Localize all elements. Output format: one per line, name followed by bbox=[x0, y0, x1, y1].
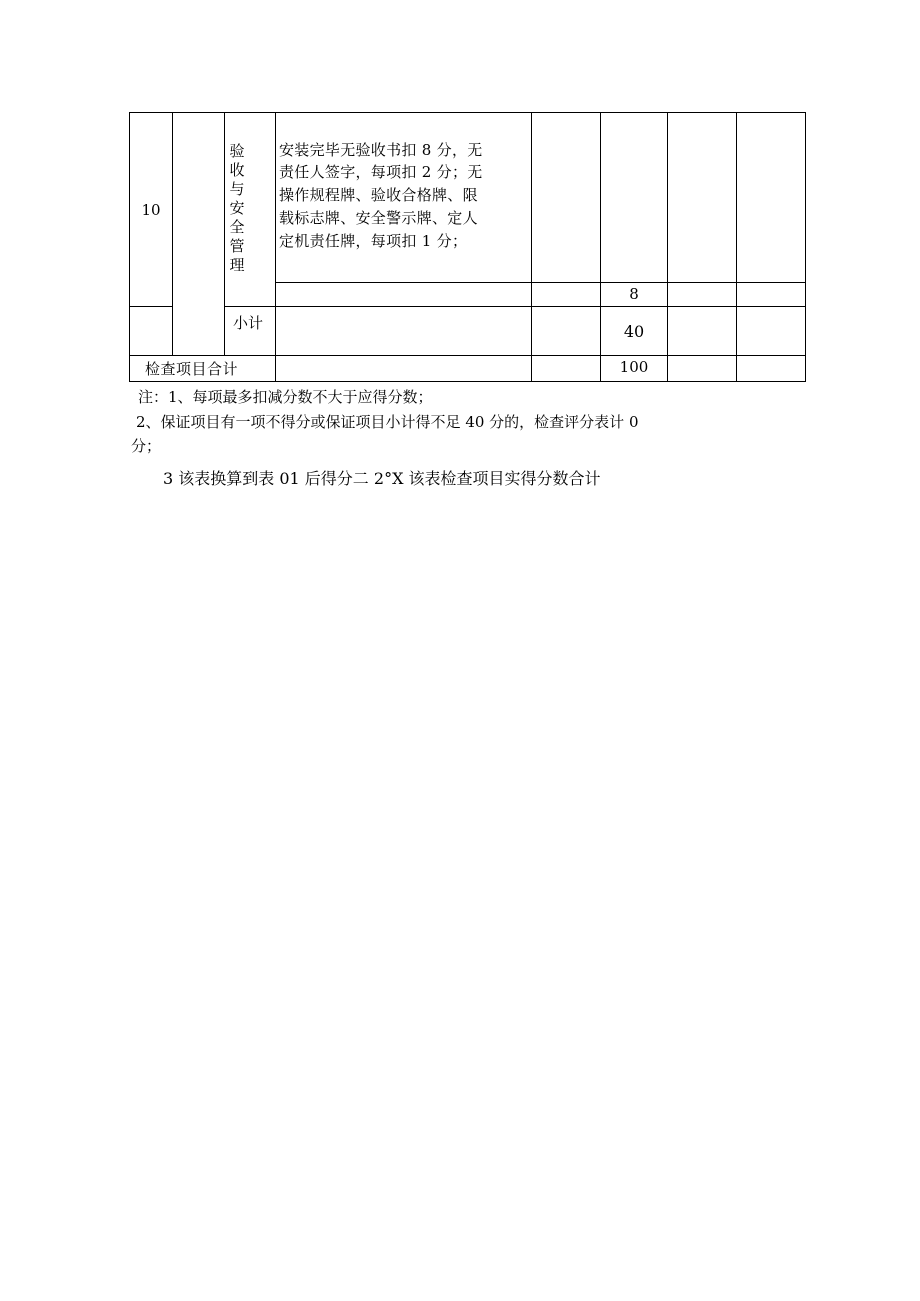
subtotal-score: 40 bbox=[623, 322, 645, 341]
note-line-3: 分； bbox=[131, 437, 162, 455]
deduction-line: 操作规程牌、验收合格牌、限 bbox=[279, 186, 478, 204]
deduction-line: 定机责任牌，每项扣 1 分； bbox=[279, 232, 468, 250]
note-line-4: 3 该表换算到表 01 后得分二 2°X 该表检查项目实得分数合计 bbox=[163, 469, 601, 488]
category-char: 全 bbox=[229, 218, 245, 236]
deduction-line: 安装完毕无验收书扣 8 分，无 bbox=[279, 141, 483, 159]
category-char: 与 bbox=[229, 180, 245, 198]
category-char: 安 bbox=[229, 199, 245, 217]
deduction-line: 责任人签字，每项扣 2 分；无 bbox=[279, 163, 483, 181]
deduction-line: 载标志牌、安全警示牌、定人 bbox=[279, 209, 478, 227]
subtotal-label: 小计 bbox=[233, 314, 264, 332]
category-char: 理 bbox=[229, 256, 245, 274]
total-score: 100 bbox=[619, 358, 649, 376]
item-number: 10 bbox=[141, 201, 161, 219]
item-score: 8 bbox=[629, 285, 639, 303]
category-char: 验 bbox=[229, 142, 245, 160]
total-label: 检查项目合计 bbox=[145, 360, 239, 378]
note-line-1: 注：1、每项最多扣减分数不大于应得分数； bbox=[138, 388, 433, 406]
category-char: 收 bbox=[229, 161, 245, 179]
note-line-2: 2、保证项目有一项不得分或保证项目小计得不足 40 分的，检查评分表计 0 bbox=[136, 413, 639, 431]
category-char: 管 bbox=[229, 237, 245, 255]
